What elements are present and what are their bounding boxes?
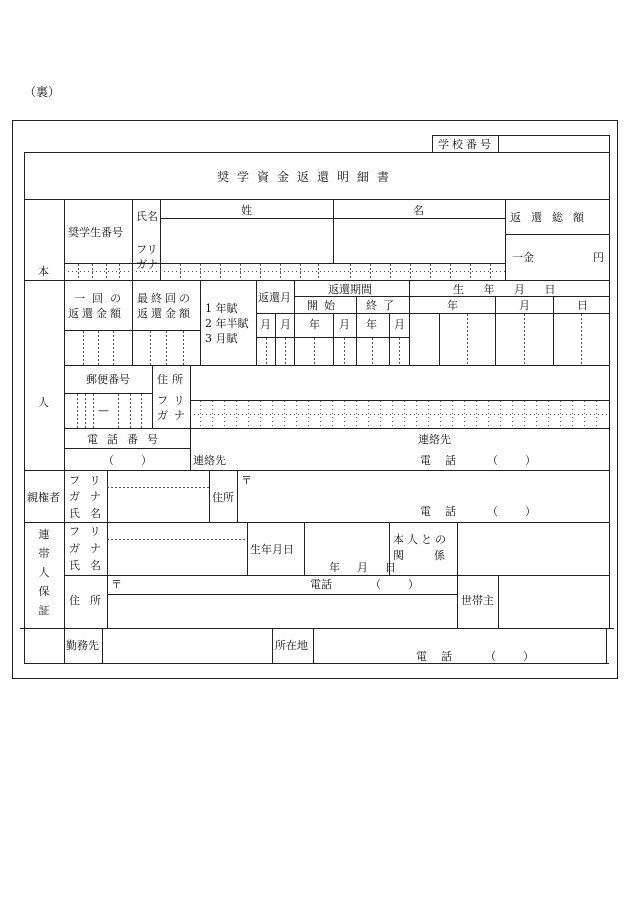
total-prefix: 一金 [512, 251, 534, 264]
guarantor-birth-label: 生年月日 [250, 543, 294, 556]
guardian-phone-label: 電話 [420, 505, 470, 518]
contact-phone-paren: （ ） [487, 454, 544, 467]
installment-label-2: 返還金額 [68, 307, 124, 320]
guarantor-birth-value: 年 月 日 [329, 561, 399, 574]
period-label: 返還期間 [328, 283, 372, 296]
guarantor-name-field[interactable] [109, 541, 246, 574]
address-label: 住所 [157, 373, 187, 386]
surname-label: 姓 [241, 204, 252, 217]
method-monthly: 3 月賦 [205, 332, 238, 345]
guarantor-furigana-1: フリ [69, 525, 111, 538]
repay-month-1: 月 [260, 318, 271, 331]
contact-label-top: 連絡先 [418, 433, 451, 446]
name-furigana-label-1: フリ [136, 243, 158, 256]
school-number-label: 学校番号 [438, 138, 494, 151]
period-start-month: 月 [339, 318, 350, 331]
work-phone-label: 電話 [416, 650, 466, 663]
guardian-furigana-2: ガナ [69, 490, 111, 503]
method-semiannual: 2 年半賦 [205, 317, 249, 330]
address-furigana-2: ガナ [157, 409, 191, 422]
guardian-label: 親権者 [27, 491, 60, 504]
section-person-label-2: 人 [38, 396, 49, 409]
school-number-field[interactable] [500, 137, 608, 151]
name-label: 氏名 [136, 210, 158, 223]
guarantor-phone-paren: （ ） [370, 578, 427, 591]
guardian-name-field[interactable] [109, 489, 208, 521]
surname-field[interactable] [162, 220, 332, 262]
method-annual: 1 年賦 [205, 302, 238, 315]
phone-label: 電話番号 [87, 433, 167, 446]
total-label: 返還総額 [510, 211, 594, 224]
reverse-side-mark: （裏） [24, 85, 61, 99]
guardian-address-label: 住所 [212, 491, 234, 504]
repay-month-2: 月 [280, 318, 291, 331]
guardian-name-label: 氏名 [69, 507, 111, 520]
workplace-label: 勤務先 [66, 639, 99, 652]
name-furigana-label-2: ガナ [136, 258, 158, 271]
guarantor-relation-2: 関係 [393, 549, 475, 562]
birth-day-label: 日 [577, 299, 588, 312]
period-start-label: 開始 [307, 299, 341, 312]
given-name-label: 名 [413, 204, 424, 217]
guarantor-phone-label: 電話 [310, 578, 332, 591]
last-installment-label-1: 最終回の [137, 292, 193, 305]
work-phone-paren: （ ） [485, 650, 542, 663]
phone-paren: （ ） [103, 454, 160, 467]
workplace-field[interactable] [104, 630, 271, 662]
address-field[interactable] [192, 367, 608, 399]
given-name-field[interactable] [335, 220, 504, 262]
period-end-month: 月 [394, 318, 405, 331]
address-furigana-1: フリ [157, 394, 191, 407]
guardian-postal-mark: 〒 [241, 474, 252, 487]
guardian-furigana-1: フリ [69, 474, 111, 487]
form-title: 奨学資金返還明細書 [217, 170, 398, 184]
guarantor-name-label: 氏名 [69, 559, 111, 572]
birth-label: 生 年 月 日 [453, 283, 564, 296]
guarantor-postal-mark: 〒 [111, 578, 122, 591]
guarantor-address-field[interactable] [109, 596, 456, 627]
period-end-label: 終了 [366, 299, 400, 312]
guarantor-label: 連帯人保証 [38, 528, 50, 617]
householder-label: 世帯主 [461, 594, 494, 607]
location-label: 所在地 [275, 639, 308, 652]
repay-month-label: 返還月 [258, 291, 291, 304]
period-start-year: 年 [309, 318, 320, 331]
total-unit: 円 [593, 251, 604, 264]
birth-year-label: 年 [447, 299, 458, 312]
contact-label: 連絡先 [193, 454, 226, 467]
guardian-phone-paren: （ ） [487, 505, 544, 518]
postal-dash: — [98, 404, 109, 417]
installment-label-1: 一回の [74, 292, 128, 305]
contact-phone-label: 電話 [420, 454, 470, 467]
section-person-label-1: 本 [38, 265, 49, 278]
guarantor-relation-1: 本人との [393, 533, 449, 546]
postal-code-label: 郵便番号 [86, 373, 130, 386]
last-installment-label-2: 返還金額 [137, 307, 193, 320]
birth-month-label: 月 [519, 299, 530, 312]
period-end-year: 年 [366, 318, 377, 331]
guarantor-address-label: 住所 [69, 594, 111, 607]
student-number-label: 奨学生番号 [68, 226, 123, 239]
guarantor-furigana-2: ガナ [69, 542, 111, 555]
